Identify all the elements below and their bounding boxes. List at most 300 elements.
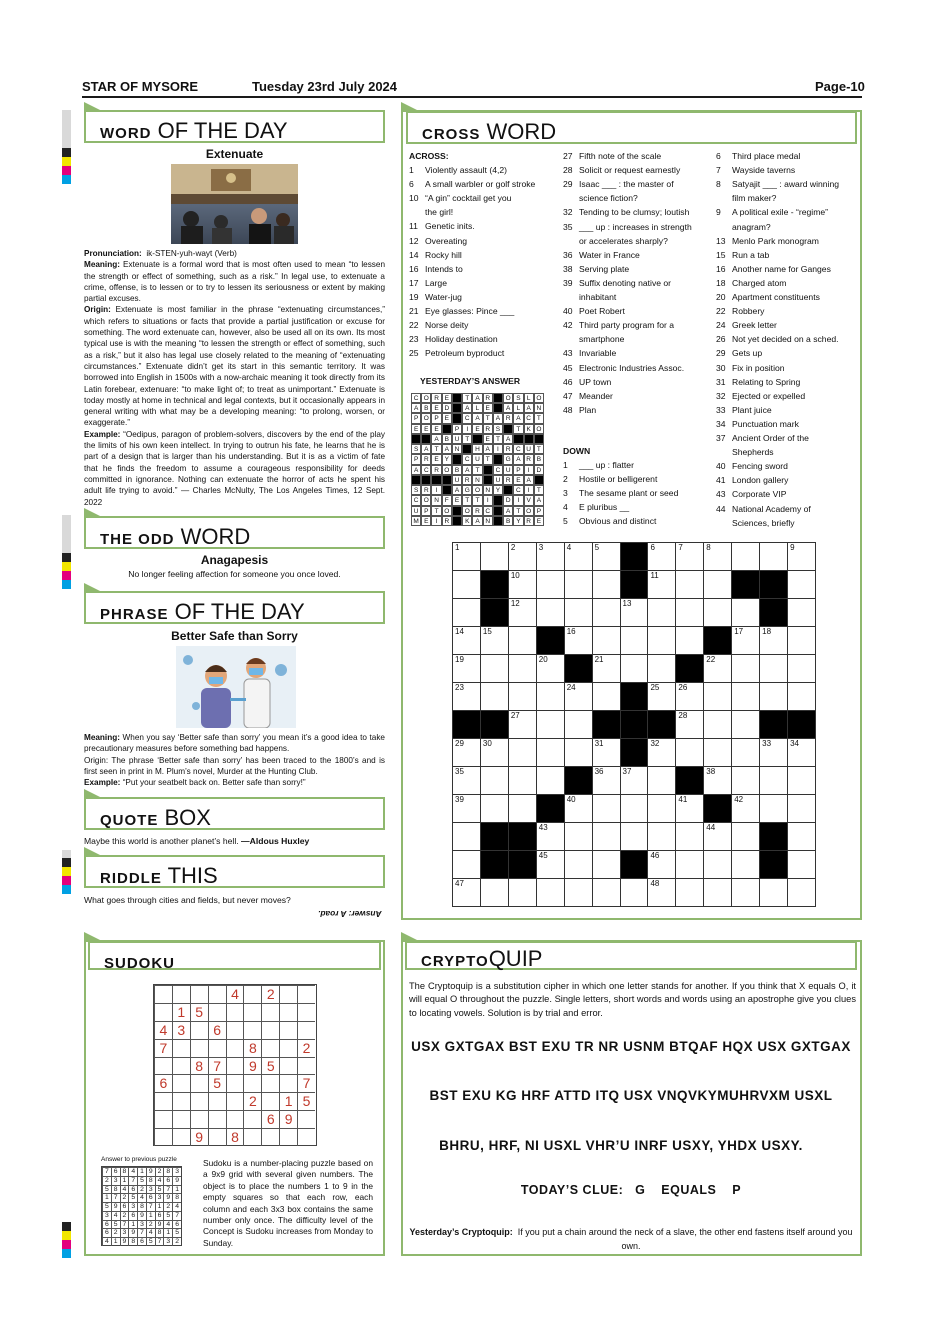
sudoku-cell[interactable]: 3: [172, 1021, 190, 1039]
clue-number: 20: [538, 655, 548, 664]
black-square: [759, 850, 788, 879]
answer-square[interactable]: [536, 850, 565, 879]
answer-square[interactable]: [703, 682, 732, 711]
answer-square[interactable]: [731, 542, 760, 571]
clue-number: 8: [706, 543, 711, 552]
answer-square[interactable]: [508, 682, 537, 711]
answer-square[interactable]: [787, 766, 816, 795]
answer-square[interactable]: [452, 738, 481, 767]
sudoku-cell[interactable]: [261, 1074, 279, 1092]
sudoku-cell[interactable]: [172, 1074, 190, 1092]
answer-square[interactable]: [508, 570, 537, 599]
answer-square[interactable]: [703, 766, 732, 795]
answer-square[interactable]: [508, 794, 537, 823]
sudoku-cell[interactable]: [154, 1128, 172, 1146]
answer-square[interactable]: [480, 878, 509, 907]
answer-square[interactable]: [759, 654, 788, 683]
answer-square[interactable]: [564, 710, 593, 739]
answer-square[interactable]: [592, 542, 621, 571]
answer-square[interactable]: [620, 822, 649, 851]
answer-square[interactable]: [787, 878, 816, 907]
answer-square[interactable]: [787, 738, 816, 767]
answer-square[interactable]: [675, 710, 704, 739]
clue: 43 Invariable: [563, 348, 617, 359]
sudoku-cell[interactable]: [190, 1021, 208, 1039]
answer-square[interactable]: [647, 878, 676, 907]
yesterday-cell: R: [431, 393, 441, 403]
answer-square[interactable]: [731, 850, 760, 879]
answer-square[interactable]: [620, 794, 649, 823]
answer-square[interactable]: [592, 794, 621, 823]
yesterday-cell: P: [534, 506, 544, 516]
sudoku-cell[interactable]: 5: [297, 1092, 315, 1110]
answer-square[interactable]: [480, 794, 509, 823]
answer-square[interactable]: [620, 626, 649, 655]
sudoku-cell[interactable]: [208, 1039, 226, 1057]
answer-square[interactable]: [480, 738, 509, 767]
answer-square[interactable]: [452, 766, 481, 795]
sudoku-cell[interactable]: 9: [279, 1110, 297, 1128]
answer-square[interactable]: [647, 822, 676, 851]
answer-square[interactable]: [787, 850, 816, 879]
sudoku-cell[interactable]: [190, 1110, 208, 1128]
black-square: [759, 570, 788, 599]
answer-square[interactable]: [647, 850, 676, 879]
yesterday-cell: O: [421, 413, 431, 423]
phrase-text: Better Safe than Sorry: [171, 629, 298, 643]
sudoku-cell: 5: [102, 1202, 111, 1211]
sudoku-cell[interactable]: [208, 1092, 226, 1110]
answer-square[interactable]: [508, 766, 537, 795]
black-square: [620, 710, 649, 739]
sudoku-cell: 9: [155, 1220, 164, 1229]
answer-square[interactable]: [759, 682, 788, 711]
black-square: [536, 626, 565, 655]
answer-square[interactable]: [564, 850, 593, 879]
answer-square[interactable]: [647, 766, 676, 795]
answer-square[interactable]: [536, 766, 565, 795]
sudoku-cell[interactable]: [243, 985, 261, 1003]
sudoku-cell[interactable]: 5: [190, 1003, 208, 1021]
answer-square[interactable]: [508, 598, 537, 627]
sudoku-cell[interactable]: [190, 1074, 208, 1092]
sudoku-cell[interactable]: [261, 1039, 279, 1057]
clue: smartphone: [579, 334, 625, 345]
sudoku-cell[interactable]: [297, 1003, 315, 1021]
sudoku-cell[interactable]: [226, 1039, 244, 1057]
answer-square[interactable]: [452, 626, 481, 655]
answer-square[interactable]: [703, 710, 732, 739]
yesterday-cell: I: [431, 485, 441, 495]
answer-square[interactable]: [675, 794, 704, 823]
answer-square[interactable]: [620, 766, 649, 795]
sudoku-description: Sudoku is a number-placing puzzle based on a 9x9 grid with several given numbers. The object is to place the numbers 1 to 9 in the empty squares so that each row, each column and each 3x3 box contains the same number only once. The difficulty level of the Concept is Sudoku increases from Monday to Sunday.: [203, 1158, 373, 1248]
answer-square[interactable]: [675, 598, 704, 627]
sudoku-cell: 9: [137, 1211, 146, 1220]
word-of-day-body: Pronunciation: ik-STEN-yuh-wayt (Verb) Meaning: Extenuate is a formal word that is most often used to mean “to lessen the strength or effect of something, such as a risk.” In legal use, to extenuate a crime, offense, is to lessen or to try to lessen its seriousness or extent by making partial excuses. Origin: Extenuate is most familiar in the phrase “extenuating circumstances,” which refers to situations or facts that provide a partial justification or excuse for something. The word extenuate can, however, also be used all on its own. Its most typical use is with the meaning “to lessen the strength or effect of something, such as a risk,” but it also has legal use closely related to the meaning of “extenuating circumstances.” Extenuate didn’t get its start in this semantic territory. It was borrowed into English in 1500s with a now-archaic meaning it took directly from its Latin forebear, extenuare: “to make light of; to treat as unimportant.” Extenuate is today mostly at home in technical and legal contexts, but it occasionally appears in general writing with what may be a developing meaning: “to prolong, worsen, or exaggerate.” Example: “Oedipus, paragon of problem-solvers, discovers by the end of the play the limits of his own keen intellect. In trying to outrun his fate, he learns that he is part of a design that is larger than his understanding. But it is as a victim of fate that he finds the freedom to assume a courageous responsibility for deeds committed in ignorance. Nothing can extenuate the horror of acts he spent his adult life trying to avoid.” — Charles McNulty, The Los Angeles Times, 12 Sept. 2022: [84, 249, 385, 507]
answer-square[interactable]: [675, 822, 704, 851]
answer-square[interactable]: [759, 878, 788, 907]
sudoku-cell[interactable]: [172, 985, 190, 1003]
answer-square[interactable]: [480, 682, 509, 711]
sudoku-cell[interactable]: [208, 1128, 226, 1146]
answer-square[interactable]: [647, 598, 676, 627]
answer-square[interactable]: [703, 598, 732, 627]
clue-number: 42: [734, 795, 744, 804]
sudoku-cell[interactable]: [243, 1128, 261, 1146]
answer-square[interactable]: [480, 654, 509, 683]
sudoku-cell: 9: [172, 1176, 181, 1185]
sudoku-cell[interactable]: [208, 1110, 226, 1128]
answer-square[interactable]: [592, 878, 621, 907]
answer-square[interactable]: [620, 878, 649, 907]
sudoku-cell[interactable]: 8: [190, 1057, 208, 1075]
sudoku-cell[interactable]: [279, 1057, 297, 1075]
yesterday-cell: [503, 424, 513, 434]
answer-square[interactable]: [480, 542, 509, 571]
black-square: [508, 850, 537, 879]
answer-square[interactable]: [592, 682, 621, 711]
answer-square[interactable]: [675, 542, 704, 571]
clue-number: 32: [650, 739, 660, 748]
sudoku-cell: 6: [128, 1211, 137, 1220]
answer-square[interactable]: [703, 822, 732, 851]
answer-square[interactable]: [787, 654, 816, 683]
answer-square[interactable]: [536, 878, 565, 907]
clue: 43 Corporate VIP: [716, 489, 787, 500]
answer-square[interactable]: [452, 542, 481, 571]
sudoku-cell[interactable]: [226, 1074, 244, 1092]
answer-square[interactable]: [787, 822, 816, 851]
answer-square[interactable]: [647, 654, 676, 683]
sudoku-cell: 1: [172, 1185, 181, 1194]
yesterday-cell: A: [421, 444, 431, 454]
answer-square[interactable]: [703, 654, 732, 683]
sudoku-cell[interactable]: 7: [297, 1074, 315, 1092]
sudoku-cell: 5: [163, 1211, 172, 1220]
yesterday-cell: R: [462, 475, 472, 485]
sudoku-cell: 2: [102, 1176, 111, 1185]
sudoku-cell[interactable]: [297, 1110, 315, 1128]
answer-square[interactable]: [759, 738, 788, 767]
yesterday-cell: N: [452, 444, 462, 454]
answer-square[interactable]: [564, 542, 593, 571]
answer-square[interactable]: [620, 598, 649, 627]
answer-square[interactable]: [647, 682, 676, 711]
answer-square[interactable]: [787, 794, 816, 823]
sudoku-cell: 4: [120, 1185, 129, 1194]
yesterday-cell: R: [503, 413, 513, 423]
sudoku-cell[interactable]: 9: [190, 1128, 208, 1146]
riddle-header: RIDDLE THIS: [84, 855, 385, 888]
clue: 17 Large: [409, 277, 447, 288]
answer-square[interactable]: [452, 822, 481, 851]
sudoku-cell[interactable]: [154, 1057, 172, 1075]
registration-mark: [62, 858, 71, 894]
answer-square[interactable]: [731, 598, 760, 627]
yesterday-cell: Y: [442, 454, 452, 464]
answer-square[interactable]: [787, 542, 816, 571]
answer-square[interactable]: [508, 626, 537, 655]
sudoku-cell[interactable]: 1: [172, 1003, 190, 1021]
answer-square[interactable]: [452, 570, 481, 599]
yesterday-cell: I: [493, 444, 503, 454]
answer-square[interactable]: [675, 878, 704, 907]
answer-square[interactable]: [675, 570, 704, 599]
clue: 37 Ancient Order of the: [716, 433, 809, 443]
sudoku-cell[interactable]: [154, 1003, 172, 1021]
clue: 6 Third place medal: [716, 151, 801, 161]
sudoku-cell[interactable]: [226, 1003, 244, 1021]
sudoku-cell[interactable]: 2: [243, 1092, 261, 1110]
answer-square[interactable]: [536, 598, 565, 627]
yesterday-cell: E: [534, 516, 544, 526]
yesterday-cell: E: [483, 403, 493, 413]
sudoku-grid[interactable]: [153, 984, 317, 1146]
registration-mark: [62, 553, 71, 589]
answer-square[interactable]: [703, 850, 732, 879]
clue: the girl!: [425, 207, 454, 218]
answer-square[interactable]: [480, 766, 509, 795]
answer-square[interactable]: [620, 654, 649, 683]
answer-square[interactable]: [647, 570, 676, 599]
sudoku-cell[interactable]: [261, 1021, 279, 1039]
answer-square[interactable]: [536, 654, 565, 683]
answer-square[interactable]: [759, 542, 788, 571]
sudoku-cell[interactable]: [154, 985, 172, 1003]
sudoku-cell[interactable]: [297, 1128, 315, 1146]
yesterday-cell: [421, 475, 431, 485]
clue: 19 Water-jug: [409, 291, 462, 302]
sudoku-cell[interactable]: [261, 1092, 279, 1110]
answer-square[interactable]: [508, 654, 537, 683]
answer-square[interactable]: [787, 570, 816, 599]
sudoku-cell[interactable]: [190, 1039, 208, 1057]
yesterday-cell: E: [421, 424, 431, 434]
sudoku-cell[interactable]: [190, 1092, 208, 1110]
sudoku-cell[interactable]: [226, 1057, 244, 1075]
answer-square[interactable]: [787, 626, 816, 655]
sudoku-cell[interactable]: 6: [261, 1110, 279, 1128]
black-square: [620, 570, 649, 599]
answer-square[interactable]: [564, 626, 593, 655]
answer-square[interactable]: [787, 682, 816, 711]
answer-square[interactable]: [536, 682, 565, 711]
answer-square[interactable]: [592, 654, 621, 683]
sudoku-cell[interactable]: [172, 1128, 190, 1146]
answer-square[interactable]: [452, 878, 481, 907]
answer-square[interactable]: [703, 542, 732, 571]
answer-square[interactable]: [592, 822, 621, 851]
answer-square[interactable]: [592, 738, 621, 767]
sudoku-cell[interactable]: [279, 1074, 297, 1092]
sudoku-cell[interactable]: [243, 1021, 261, 1039]
sudoku-cell[interactable]: 2: [297, 1039, 315, 1057]
sudoku-cell[interactable]: [154, 1110, 172, 1128]
sudoku-cell[interactable]: [172, 1092, 190, 1110]
clue: 12 Overeating: [409, 235, 468, 246]
answer-square[interactable]: [731, 654, 760, 683]
courtroom-photo: [171, 164, 298, 244]
answer-square[interactable]: [647, 626, 676, 655]
sudoku-cell[interactable]: 6: [154, 1074, 172, 1092]
answer-square[interactable]: [452, 682, 481, 711]
answer-square[interactable]: [731, 766, 760, 795]
sudoku-cell[interactable]: [243, 1110, 261, 1128]
sudoku-cell[interactable]: [172, 1057, 190, 1075]
sudoku-cell[interactable]: 4: [154, 1021, 172, 1039]
yesterday-cell: O: [442, 465, 452, 475]
answer-square[interactable]: [564, 738, 593, 767]
answer-square[interactable]: [592, 850, 621, 879]
clue-number: 36: [594, 767, 604, 776]
sudoku-cell[interactable]: [190, 985, 208, 1003]
yesterday-cell: T: [462, 434, 472, 444]
answer-square[interactable]: [536, 822, 565, 851]
answer-square[interactable]: [592, 766, 621, 795]
sudoku-cell[interactable]: 5: [208, 1074, 226, 1092]
crossword-grid[interactable]: [452, 542, 815, 906]
answer-square[interactable]: [508, 710, 537, 739]
sudoku-cell: 7: [128, 1176, 137, 1185]
clue-number: 40: [566, 795, 576, 804]
answer-square[interactable]: [759, 766, 788, 795]
answer-square[interactable]: [592, 598, 621, 627]
answer-square[interactable]: [452, 794, 481, 823]
sudoku-cell[interactable]: 8: [243, 1039, 261, 1057]
answer-square[interactable]: [564, 570, 593, 599]
answer-square[interactable]: [564, 598, 593, 627]
sudoku-cell[interactable]: 5: [261, 1057, 279, 1075]
cryptoquip-header: CRYPTOQUIP: [405, 941, 857, 970]
sudoku-cell[interactable]: [279, 1003, 297, 1021]
answer-square[interactable]: [675, 850, 704, 879]
clue: 42 Third party program for a: [563, 320, 675, 331]
answer-square[interactable]: [731, 794, 760, 823]
answer-square[interactable]: [759, 794, 788, 823]
sudoku-cell[interactable]: [279, 1039, 297, 1057]
answer-square[interactable]: [564, 794, 593, 823]
sudoku-cell[interactable]: [279, 1021, 297, 1039]
answer-square[interactable]: [675, 626, 704, 655]
sudoku-cell[interactable]: [226, 1092, 244, 1110]
sudoku-cell[interactable]: 4: [226, 985, 244, 1003]
sudoku-cell[interactable]: [243, 1074, 261, 1092]
sudoku-cell[interactable]: [261, 1128, 279, 1146]
answer-square[interactable]: [592, 626, 621, 655]
sudoku-cell[interactable]: 7: [154, 1039, 172, 1057]
sudoku-cell[interactable]: [172, 1110, 190, 1128]
sudoku-cell[interactable]: [243, 1003, 261, 1021]
answer-square[interactable]: [508, 542, 537, 571]
answer-square[interactable]: [508, 878, 537, 907]
sudoku-cell[interactable]: [208, 1003, 226, 1021]
answer-square[interactable]: [731, 878, 760, 907]
answer-square[interactable]: [536, 542, 565, 571]
clue-number: 7: [678, 543, 683, 552]
sudoku-cell[interactable]: [172, 1039, 190, 1057]
clue-number: 45: [538, 851, 548, 860]
answer-square[interactable]: [647, 542, 676, 571]
answer-square[interactable]: [480, 626, 509, 655]
answer-square[interactable]: [647, 794, 676, 823]
yesterday-cell: E: [513, 475, 523, 485]
black-square: [787, 710, 816, 739]
sudoku-cell: 5: [172, 1228, 181, 1237]
yesterday-cell: [493, 393, 503, 403]
yesterday-cell: [534, 434, 544, 444]
sudoku-cell: 4: [111, 1211, 120, 1220]
answer-square[interactable]: [452, 850, 481, 879]
answer-square[interactable]: [759, 626, 788, 655]
black-square: [480, 850, 509, 879]
sudoku-cell[interactable]: 9: [243, 1057, 261, 1075]
sudoku-cell[interactable]: 7: [208, 1057, 226, 1075]
answer-square[interactable]: [564, 822, 593, 851]
sudoku-cell[interactable]: [297, 1021, 315, 1039]
answer-square[interactable]: [675, 738, 704, 767]
yesterday-cell: [421, 434, 431, 444]
sudoku-cell[interactable]: 8: [226, 1128, 244, 1146]
answer-square[interactable]: [787, 598, 816, 627]
sudoku-cell[interactable]: [279, 1128, 297, 1146]
sudoku-cell[interactable]: [154, 1092, 172, 1110]
sudoku-cell: 6: [102, 1220, 111, 1229]
answer-square[interactable]: [731, 682, 760, 711]
answer-square[interactable]: [731, 710, 760, 739]
answer-square[interactable]: [731, 738, 760, 767]
clue: Sciences, briefly: [732, 517, 795, 528]
answer-square[interactable]: [703, 878, 732, 907]
sudoku-cell[interactable]: [297, 985, 315, 1003]
yesterday-cell: B: [503, 516, 513, 526]
black-square: [620, 738, 649, 767]
sudoku-cell[interactable]: [208, 985, 226, 1003]
page-number: Page-10: [815, 79, 865, 94]
answer-square[interactable]: [452, 654, 481, 683]
sudoku-cell[interactable]: 6: [208, 1021, 226, 1039]
answer-square[interactable]: [564, 878, 593, 907]
clue-number: 2: [510, 543, 516, 552]
quote-text: Maybe this world is another planet’s hell. —Aldous Huxley: [84, 836, 310, 846]
sudoku-cell[interactable]: [261, 1003, 279, 1021]
sudoku-cell[interactable]: [226, 1110, 244, 1128]
sudoku-cell[interactable]: 2: [261, 985, 279, 1003]
sudoku-cell[interactable]: [226, 1021, 244, 1039]
answer-square[interactable]: [452, 598, 481, 627]
answer-square[interactable]: [731, 822, 760, 851]
answer-square[interactable]: [647, 738, 676, 767]
yesterday-cell: O: [534, 424, 544, 434]
answer-square[interactable]: [703, 738, 732, 767]
answer-square[interactable]: [731, 626, 760, 655]
answer-square[interactable]: [703, 570, 732, 599]
clue: 40 Fencing sword: [716, 461, 788, 472]
answer-square[interactable]: [536, 710, 565, 739]
sudoku-cell[interactable]: 1: [279, 1092, 297, 1110]
sudoku-cell: 7: [137, 1228, 146, 1237]
yesterday-cell: A: [483, 444, 493, 454]
answer-square[interactable]: [508, 738, 537, 767]
answer-square[interactable]: [536, 570, 565, 599]
sudoku-cell[interactable]: [279, 985, 297, 1003]
answer-square[interactable]: [536, 738, 565, 767]
sudoku-cell[interactable]: [297, 1057, 315, 1075]
answer-square[interactable]: [675, 682, 704, 711]
yesterday-cell: R: [431, 465, 441, 475]
answer-square[interactable]: [592, 570, 621, 599]
answer-square[interactable]: [564, 682, 593, 711]
